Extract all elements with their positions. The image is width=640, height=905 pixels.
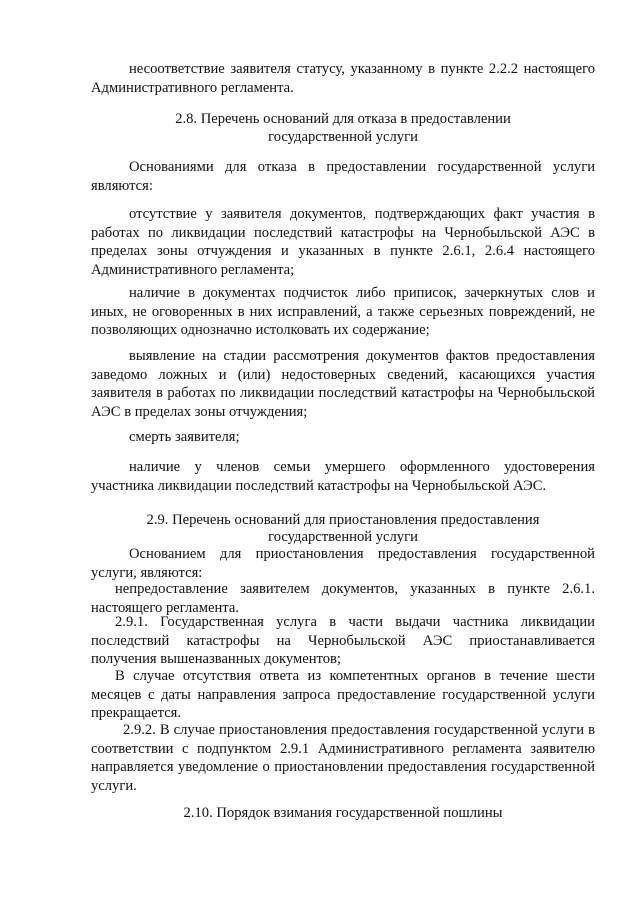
section-heading-2-9-line1: 2.9. Перечень оснований для приостановления предоставления xyxy=(146,512,540,528)
paragraph-false-information: выявление на стадии рассмотрения документов фактов предоставления заведомо ложных и (или) недостоверных сведений, касающихся участия заявителя в работах по ликвидации последствий катастрофы на Чернобыльской АЭС в пределах зоны отчуждения; xyxy=(91,348,595,420)
paragraph-suspension-grounds-intro: Основанием для приостановления предоставления государственной услуги, являются: xyxy=(91,546,595,581)
section-heading-2-10: 2.10. Порядок взимания государственной пошлины xyxy=(183,805,503,821)
section-heading-2-9-line2: государственной услуги xyxy=(268,529,418,545)
paragraph-family-certificate: наличие у членов семьи умершего оформленного удостоверения участника ликвидации последствий катастрофы на Чернобыльской АЭС. xyxy=(91,459,595,494)
paragraph-document-corrections: наличие в документах подчисток либо приписок, зачеркнутых слов и иных, не оговоренных в них исправлений, а также серьезных повреждений, не позволяющих однозначно истолковать их содержание; xyxy=(91,285,595,338)
paragraph-documents-not-provided: непредоставление заявителем документов, указанных в пункте 2.6.1. настоящего регламента. xyxy=(91,581,595,616)
paragraph-2-9-2: 2.9.2. В случае приостановления предоставления государственной услуги в соответствии с подпунктом 2.9.1 Административного регламента заявителю направляется уведомление о приостановлении предоставления государственной услуги. xyxy=(91,722,595,794)
paragraph-applicant-death: смерть заявителя; xyxy=(129,429,240,445)
paragraph-status-mismatch: несоответствие заявителя статусу, указанному в пункте 2.2.2 настоящего Административного регламента. xyxy=(91,61,595,96)
paragraph-missing-documents: отсутствие у заявителя документов, подтверждающих факт участия в работах по ликвидации последствий катастрофы на Чернобыльской АЭС в пределах зоны отчуждения и указанных в пункте 2.6.1, 2.6.4 настоящего Административного регламента; xyxy=(91,206,595,278)
section-heading-2-8-line1: 2.8. Перечень оснований для отказа в предоставлении xyxy=(175,111,511,127)
paragraph-no-response: В случае отсутствия ответа из компетентных органов в течение шести месяцев с даты направления запроса предоставление государственной услуги прекращается. xyxy=(91,668,595,721)
section-heading-2-8-line2: государственной услуги xyxy=(268,129,418,145)
paragraph-2-9-1: 2.9.1. Государственная услуга в части выдачи частника ликвидации последствий катастрофы на Чернобыльской АЭС приостанавливается получения вышеназванных документов; xyxy=(91,614,595,667)
paragraph-refusal-grounds-intro: Основаниями для отказа в предоставлении государственной услуги являются: xyxy=(91,159,595,194)
